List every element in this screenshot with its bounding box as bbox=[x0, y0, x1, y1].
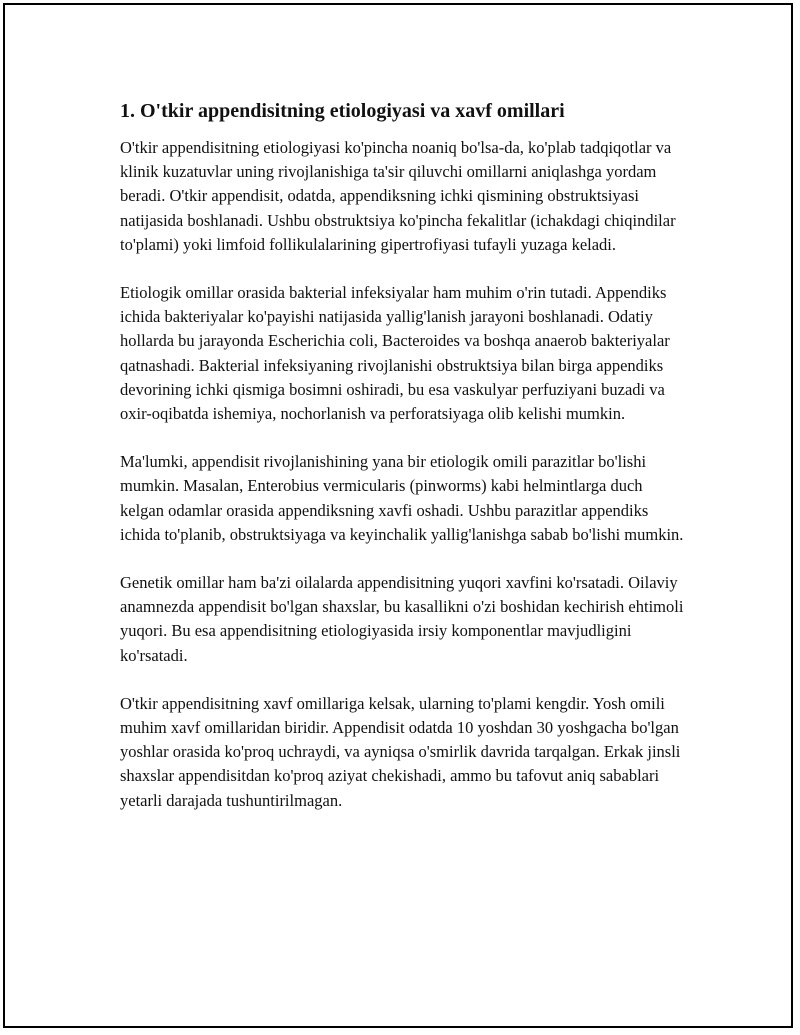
paragraph-obstruction: O'tkir appendisitning etiologiyasi ko'pincha noaniq bo'lsa-da, ko'plab tadqiqotlar va klinik kuzatuvlar uning rivojlanishiga ta'sir qiluvchi omillarni aniqlashga yordam beradi. O'tkir appendisit, odatda, appendiksning ichki qismining obstruktsiyasi natijasida boshlanadi. Ushbu obstruktsiya ko'pincha fekalitlar (ichakdagi chiqindilar to'plami) yoki limfoid follikulalarining gipertrofiyasi tufayli yuzaga keladi. bbox=[120, 138, 676, 254]
paragraph-parasites: Ma'lumki, appendisit rivojlanishining yana bir etiologik omili parazitlar bo'lishi mumkin. Masalan, Enterobius vermicularis (pinworms) kabi helmintlarga duch kelgan odamlar orasida appendiksning xavfi oshadi. Ushbu parazitlar appendiks ichida to'planib, obstruktsiyaga va keyinchalik yallig'lanishga sabab bo'lishi mumkin. bbox=[120, 452, 684, 544]
section-heading: 1. O'tkir appendisitning etiologiyasi va xavf omillari bbox=[120, 100, 565, 122]
paragraph-risk-factors: O'tkir appendisitning xavf omillariga kelsak, ularning to'plami kengdir. Yosh omili muhim xavf omillaridan biridir. Appendisit odatda 10 yoshdan 30 yoshgacha bo'lgan yoshlar orasida ko'proq uchraydi, va ayniqsa o'smirlik davrida tarqalgan. Erkak jinsli shaxslar appendisitdan ko'proq aziyat chekishadi, ammo bu tafovut aniq sabablari yetarli darajada tushuntirilmagan. bbox=[120, 693, 681, 810]
page-frame bbox=[3, 3, 793, 1028]
document-body bbox=[120, 97, 690, 837]
paragraph-bacterial: Etiologik omillar orasida bakterial infeksiyalar ham muhim o'rin tutadi. Appendiks ichida bakteriyalar ko'payishi natijasida yallig'lanish jarayoni boshlanadi. Odatiy hollarda bu jarayonda Escherichia coli, Bacteroides va boshqa anaerob bakteriyalar qatnashadi. Bakterial infeksiyaning rivojlanishi obstruktsiya bilan birga appendiks devorining ichki qismiga bosimni oshiradi, bu esa vaskulyar perfuziyani buzadi va oxir-oqibatda ishemiya, nochorlanish va perforatsiyaga olib kelishi mumkin. bbox=[120, 283, 670, 424]
paragraph-genetic: Genetik omillar ham ba'zi oilalarda appendisitning yuqori xavfini ko'rsatadi. Oilaviy anamnezda appendisit bo'lgan shaxslar, bu kasallikni o'zi boshidan kechirish ehtimoli yuqori. Bu esa appendisitning etiologiyasida irsiy komponentlar mavjudligini ko'rsatadi. bbox=[120, 573, 684, 665]
